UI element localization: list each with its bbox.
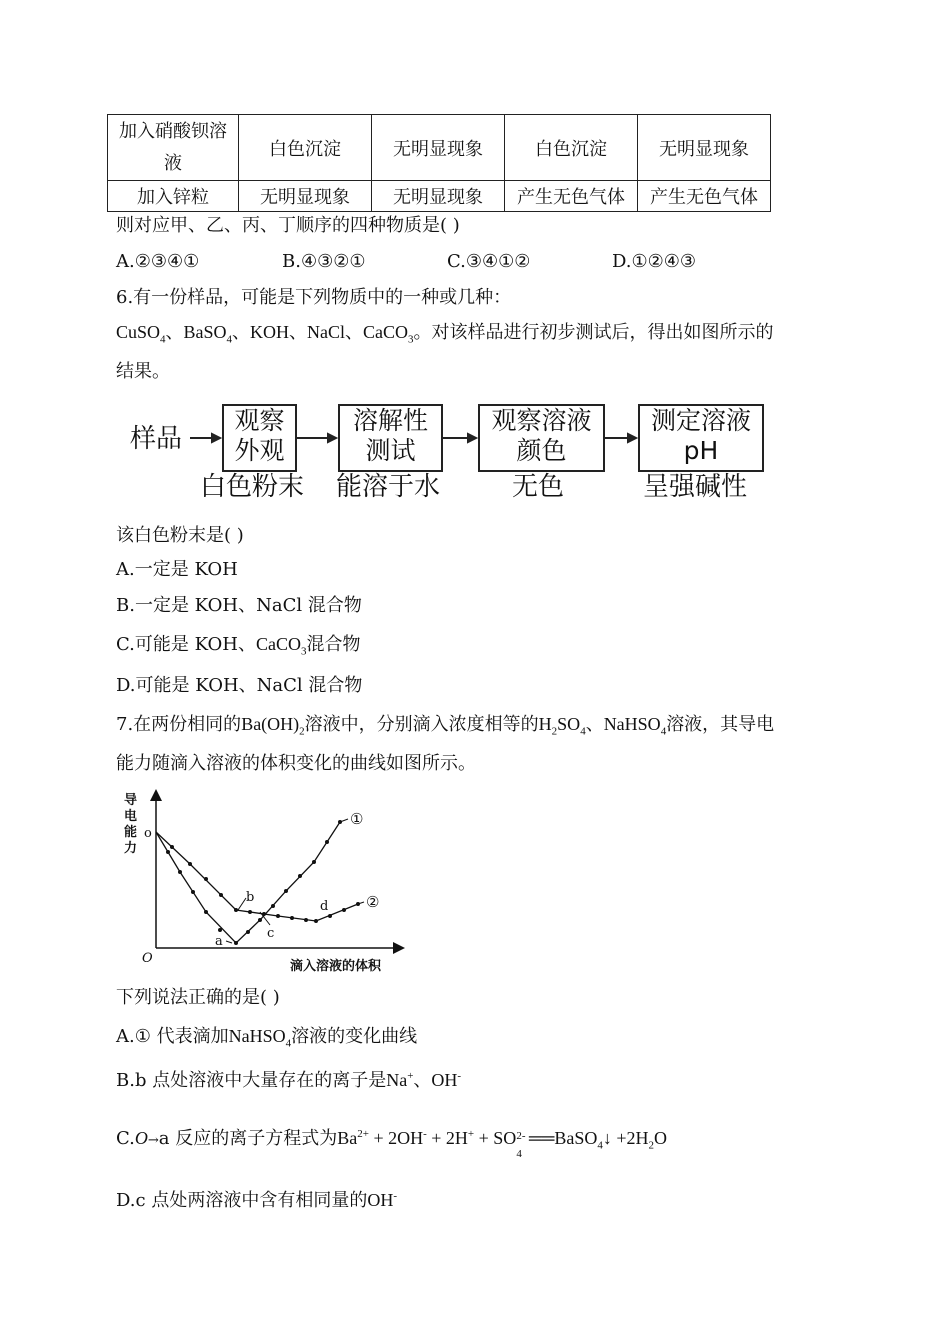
q7-option-a: A.① 代表滴加NaHSO$_4$溶液的变化曲线 (116, 1026, 418, 1050)
q6-stem-tail: 。对该样品进行初步测试后，得出如图所示的 (413, 322, 774, 343)
table-cell: 白色沉淀 (505, 115, 638, 181)
q6-option-b: B.一定是 KOH、NaCl 混合物 (116, 595, 362, 616)
xlabel: 滴入溶液的体积 (290, 959, 382, 974)
formula-caco3: CaCO$_3$ (256, 634, 307, 658)
curve-1-line (156, 822, 340, 943)
curve-points (166, 820, 360, 945)
flow-step-line: 观察溶液 (491, 406, 592, 435)
conductivity-chart (110, 780, 420, 980)
table-header-line1: 加入硝酸钡溶 (119, 120, 227, 142)
flow-step-line: 测定溶液 (650, 406, 751, 435)
q7-question: 下列说法正确的是( ) (116, 987, 280, 1008)
formula-nahso4: NaHSO$_4$ (228, 1026, 292, 1050)
table-cell: 产生无色气体 (638, 181, 771, 212)
q7-option-c: C.O→a 反应的离子方程式为$Ba^{2+} + 2OH^- + 2H^+$ + SO 2- 4 ══BaSO$_4$↓ $+2H_2O$ (116, 1128, 667, 1160)
table-cell: 白色沉淀 (239, 115, 372, 181)
q6-option-a: A.一定是 KOH (116, 559, 238, 580)
ion-oh: OH- (367, 1190, 397, 1210)
q6-stem-line2: CuSO$_4$、BaSO$_4$、KOH、NaCl、CaCO$_3$。对该样品进行初步测试后，得出如图所示的 (116, 322, 774, 346)
q5-stem: 则对应甲、乙、丙、丁顺序的四种物质是( ) (116, 215, 460, 236)
formula-cuso4: CuSO$_4$ (116, 322, 166, 346)
table-cell: 无明显现象 (239, 181, 372, 212)
table-cell: 无明显现象 (372, 115, 505, 181)
point-label-c: c (267, 926, 275, 941)
q6-stem-line3: 结果。 (116, 361, 170, 382)
flow-step-line: pH (683, 436, 719, 465)
flow-step-line: 溶解性 (352, 406, 428, 435)
origin-label: O (142, 951, 153, 966)
flow-step-line: 测试 (365, 436, 416, 465)
flow-result-strongly-basic: 呈强碱性 (643, 472, 748, 502)
q5-option-d: D.①②④③ (612, 251, 697, 272)
ylabel-char: 力 (124, 841, 138, 856)
flow-step-solubility-test (338, 404, 443, 472)
point-label-d: d (320, 899, 329, 914)
flow-step-line: 外观 (234, 436, 285, 465)
formula-baso4: BaSO$_4$ (183, 322, 233, 346)
q6-question: 该白色粉末是( ) (116, 525, 244, 546)
q7-stem-line2: 能力随滴入溶液的体积变化的曲线如图所示。 (116, 753, 476, 774)
flow-result-white-powder: 白色粉末 (200, 472, 305, 502)
formula-h2so4: $H_2SO_4$ (538, 714, 586, 738)
ionic-equation: $Ba^{2+} + 2OH^- + 2H^+$ + SO 2- 4 ══BaSO$_4$↓ $+2H_2O$ (337, 1128, 667, 1160)
q7-stem-line1: 7.在两份相同的$Ba(OH)_2$溶液中，分别滴入浓度相等的$H_2SO_4$、NaHSO$_4$溶液，其导电 (116, 714, 775, 738)
flow-step-line: 观察 (234, 406, 285, 435)
start-label: o (144, 826, 152, 841)
flow-start-label: 样品 (130, 424, 183, 454)
q6-stem-line1: 6.有一份样品，可能是下列物质中的一种或几种： (116, 287, 512, 308)
formula-nacl: NaCl (307, 322, 346, 342)
flow-result-colorless: 无色 (512, 472, 565, 502)
formula-nahso4: NaHSO$_4$ (603, 714, 667, 738)
curve-label-2: ② (366, 893, 380, 911)
ylabel-char: 电 (124, 809, 138, 824)
point-label-b: b (246, 890, 255, 905)
point-label-a: a (215, 934, 223, 949)
table-row-header: 加入锌粒 (108, 181, 239, 212)
curve-label-1: ① (350, 810, 364, 828)
q6-option-c: C.可能是 KOH、CaCO$_3$混合物 (116, 634, 361, 658)
q6-option-d: D.可能是 KOH、NaCl 混合物 (116, 675, 363, 696)
ion-na: Na+ (386, 1070, 414, 1090)
q5-option-c: C.③④①② (447, 251, 531, 272)
flow-step-observe-appearance (222, 404, 297, 472)
q7-option-d: D.c 点处两溶液中含有相同量的OH- (116, 1190, 397, 1211)
flow-arrows (0, 0, 950, 520)
formula-caco3: CaCO$_3$ (363, 322, 414, 346)
ion-oh: OH- (431, 1070, 462, 1090)
flow-step-solution-color (478, 404, 605, 472)
table-cell: 产生无色气体 (505, 181, 638, 212)
flow-step-line: 颜色 (516, 436, 567, 465)
formula-koh: KOH (250, 322, 290, 342)
ylabel-char: 能 (124, 825, 138, 840)
table-header-line2: 液 (164, 152, 182, 174)
flow-result-soluble: 能溶于水 (336, 472, 441, 502)
q5-option-a: A.②③④① (116, 251, 200, 272)
flow-step-measure-ph (638, 404, 764, 472)
q5-option-b: B.④③②① (282, 251, 366, 272)
table-cell: 无明显现象 (638, 115, 771, 181)
formula-baoh2: $Ba(OH)_2$ (241, 714, 305, 738)
table-cell: 无明显现象 (372, 181, 505, 212)
q7-option-b: B.b 点处溶液中大量存在的离子是Na+、OH- (116, 1070, 462, 1091)
ylabel-char: 导 (124, 793, 138, 808)
